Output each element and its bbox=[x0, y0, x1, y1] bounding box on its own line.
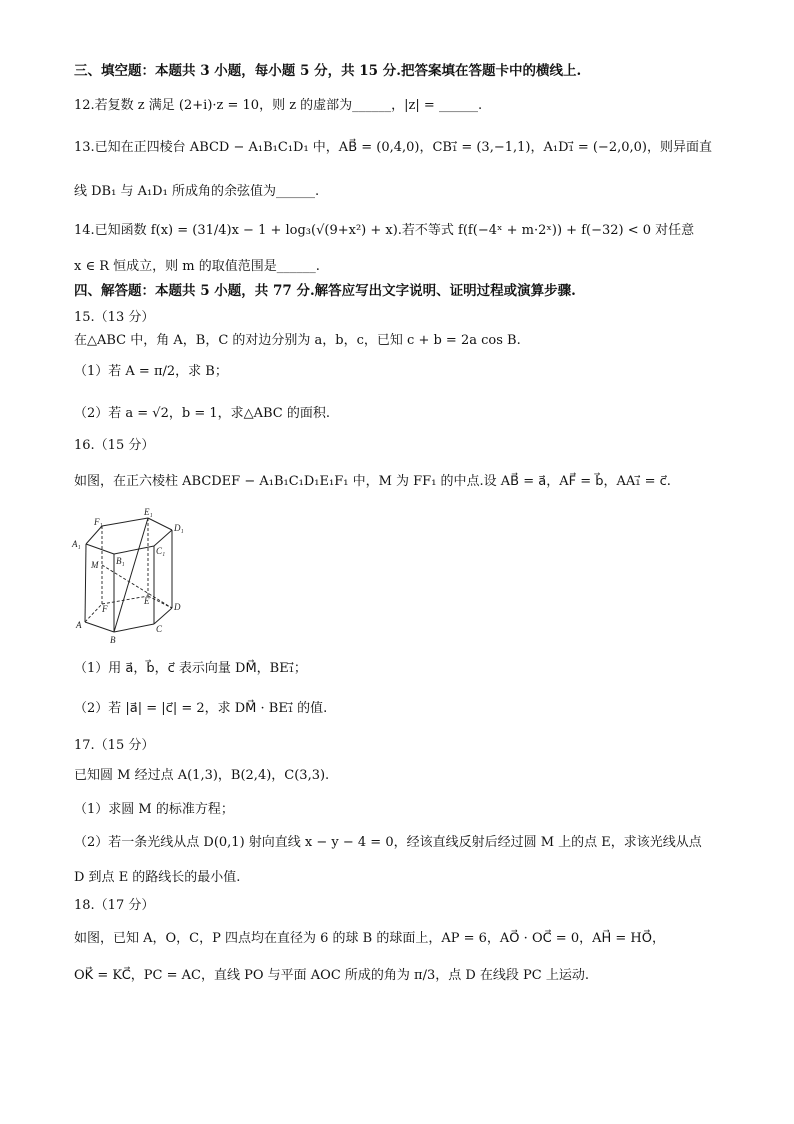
hidden-segment-MD bbox=[102, 565, 172, 608]
question-18-score: 18.（17 分） bbox=[74, 898, 155, 913]
edge-CD bbox=[154, 608, 172, 624]
edge-B1A1 bbox=[86, 544, 114, 554]
label-C1: C₁ bbox=[156, 546, 166, 556]
question-18-stem-line2: OK⃗ = KC⃗，PC = AC，直线 PO 与平面 AOC 所成的角为 π/3，点 D 在线段 PC 上运动. bbox=[74, 968, 589, 983]
segment-BE1 bbox=[114, 518, 148, 632]
label-F: F bbox=[102, 604, 108, 614]
hidden-edge-ED bbox=[148, 596, 172, 608]
question-17-part2-line2: D 到点 E 的路线长的最小值. bbox=[74, 870, 241, 885]
question-13-line2: 线 DB₁ 与 A₁D₁ 所成角的余弦值为______. bbox=[74, 184, 320, 199]
edge-E1D1 bbox=[148, 518, 172, 530]
question-16-score: 16.（15 分） bbox=[74, 438, 155, 453]
question-17-stem: 已知圆 M 经过点 A(1,3)，B(2,4)，C(3,3). bbox=[74, 768, 330, 783]
edge-BC bbox=[114, 624, 154, 632]
label-E1: E₁ bbox=[144, 507, 153, 517]
question-16-part1: （1）用 a⃗，b⃗，c⃗ 表示向量 DM⃗，BE₁⃗； bbox=[74, 661, 307, 676]
label-D1: D₁ bbox=[174, 523, 184, 533]
question-12: 12.若复数 z 满足 (2+i)·z = 10，则 z 的虚部为______，|z| = ______. bbox=[74, 98, 483, 113]
edge-A1F1 bbox=[86, 526, 102, 544]
hidden-edge-AF bbox=[85, 604, 102, 622]
hidden-edge-FE bbox=[102, 596, 148, 604]
edge-D1C1 bbox=[154, 530, 172, 546]
label-A1: A₁ bbox=[72, 539, 81, 549]
label-M: M bbox=[91, 560, 99, 570]
question-15-part1: （1）若 A = π/2，求 B； bbox=[74, 364, 228, 379]
question-14-line2: x ∈ R 恒成立，则 m 的取值范围是______. bbox=[74, 259, 320, 274]
section4-heading: 四、解答题：本题共 5 小题，共 77 分.解答应写出文字说明、证明过程或演算步骤. bbox=[74, 283, 576, 299]
question-18-stem-line1: 如图，已知 A，O，C，P 四点均在直径为 6 的球 B 的球面上，AP = 6，AO⃗ · OC⃗ = 0，AH⃗ = HO⃗， bbox=[74, 931, 665, 946]
label-B1: B₁ bbox=[116, 556, 125, 566]
edge-A1A bbox=[85, 544, 86, 622]
question-14-line1: 14.已知函数 f(x) = (31/4)x − 1 + log₃(√(9+x²) + x).若不等式 f(f(−4ˣ + m·2ˣ)) + f(−32) < 0 对任意 bbox=[74, 223, 695, 238]
question-15-part2: （2）若 a = √2，b = 1，求△ABC 的面积. bbox=[74, 406, 331, 421]
label-B: B bbox=[110, 635, 116, 645]
label-F1: F₁ bbox=[94, 517, 103, 527]
question-17-score: 17.（15 分） bbox=[74, 738, 155, 753]
question-16-stem: 如图，在正六棱柱 ABCDEF − A₁B₁C₁D₁E₁F₁ 中，M 为 FF₁ 的中点.设 AB⃗ = a⃗，AF⃗ = b⃗，AA₁⃗ = c⃗. bbox=[74, 474, 671, 489]
edge-F1E1 bbox=[102, 518, 148, 526]
question-17-part1: （1）求圆 M 的标准方程； bbox=[74, 802, 234, 817]
question-13-line1: 13.已知在正四棱台 ABCD − A₁B₁C₁D₁ 中，AB⃗ = (0,4,0)，CB₁⃗ = (3,−1,1)，A₁D₁⃗ = (−2,0,0)，则异面直 bbox=[74, 140, 712, 155]
question-17-part2-line1: （2）若一条光线从点 D(0,1) 射向直线 x − y − 4 = 0，经该直线反射后经过圆 M 上的点 E，求该光线从点 bbox=[74, 835, 702, 850]
section3-heading: 三、填空题：本题共 3 小题，每小题 5 分，共 15 分.把答案填在答题卡中的横线上. bbox=[74, 63, 582, 79]
label-D: D bbox=[174, 602, 181, 612]
label-E: E bbox=[144, 596, 150, 606]
label-C: C bbox=[156, 624, 163, 634]
question-16-part2: （2）若 |a⃗| = |c⃗| = 2，求 DM⃗ · BE₁⃗ 的值. bbox=[74, 701, 328, 716]
question-15-stem: 在△ABC 中，角 A，B，C 的对边分别为 a，b，c，已知 c + b = 2a cos B. bbox=[74, 333, 521, 348]
edge-AB bbox=[85, 622, 114, 632]
hexagonal-prism-diagram bbox=[66, 504, 196, 646]
question-15-score: 15.（13 分） bbox=[74, 310, 155, 325]
hexagonal-prism-figure bbox=[66, 504, 196, 646]
label-A: A bbox=[76, 620, 82, 630]
